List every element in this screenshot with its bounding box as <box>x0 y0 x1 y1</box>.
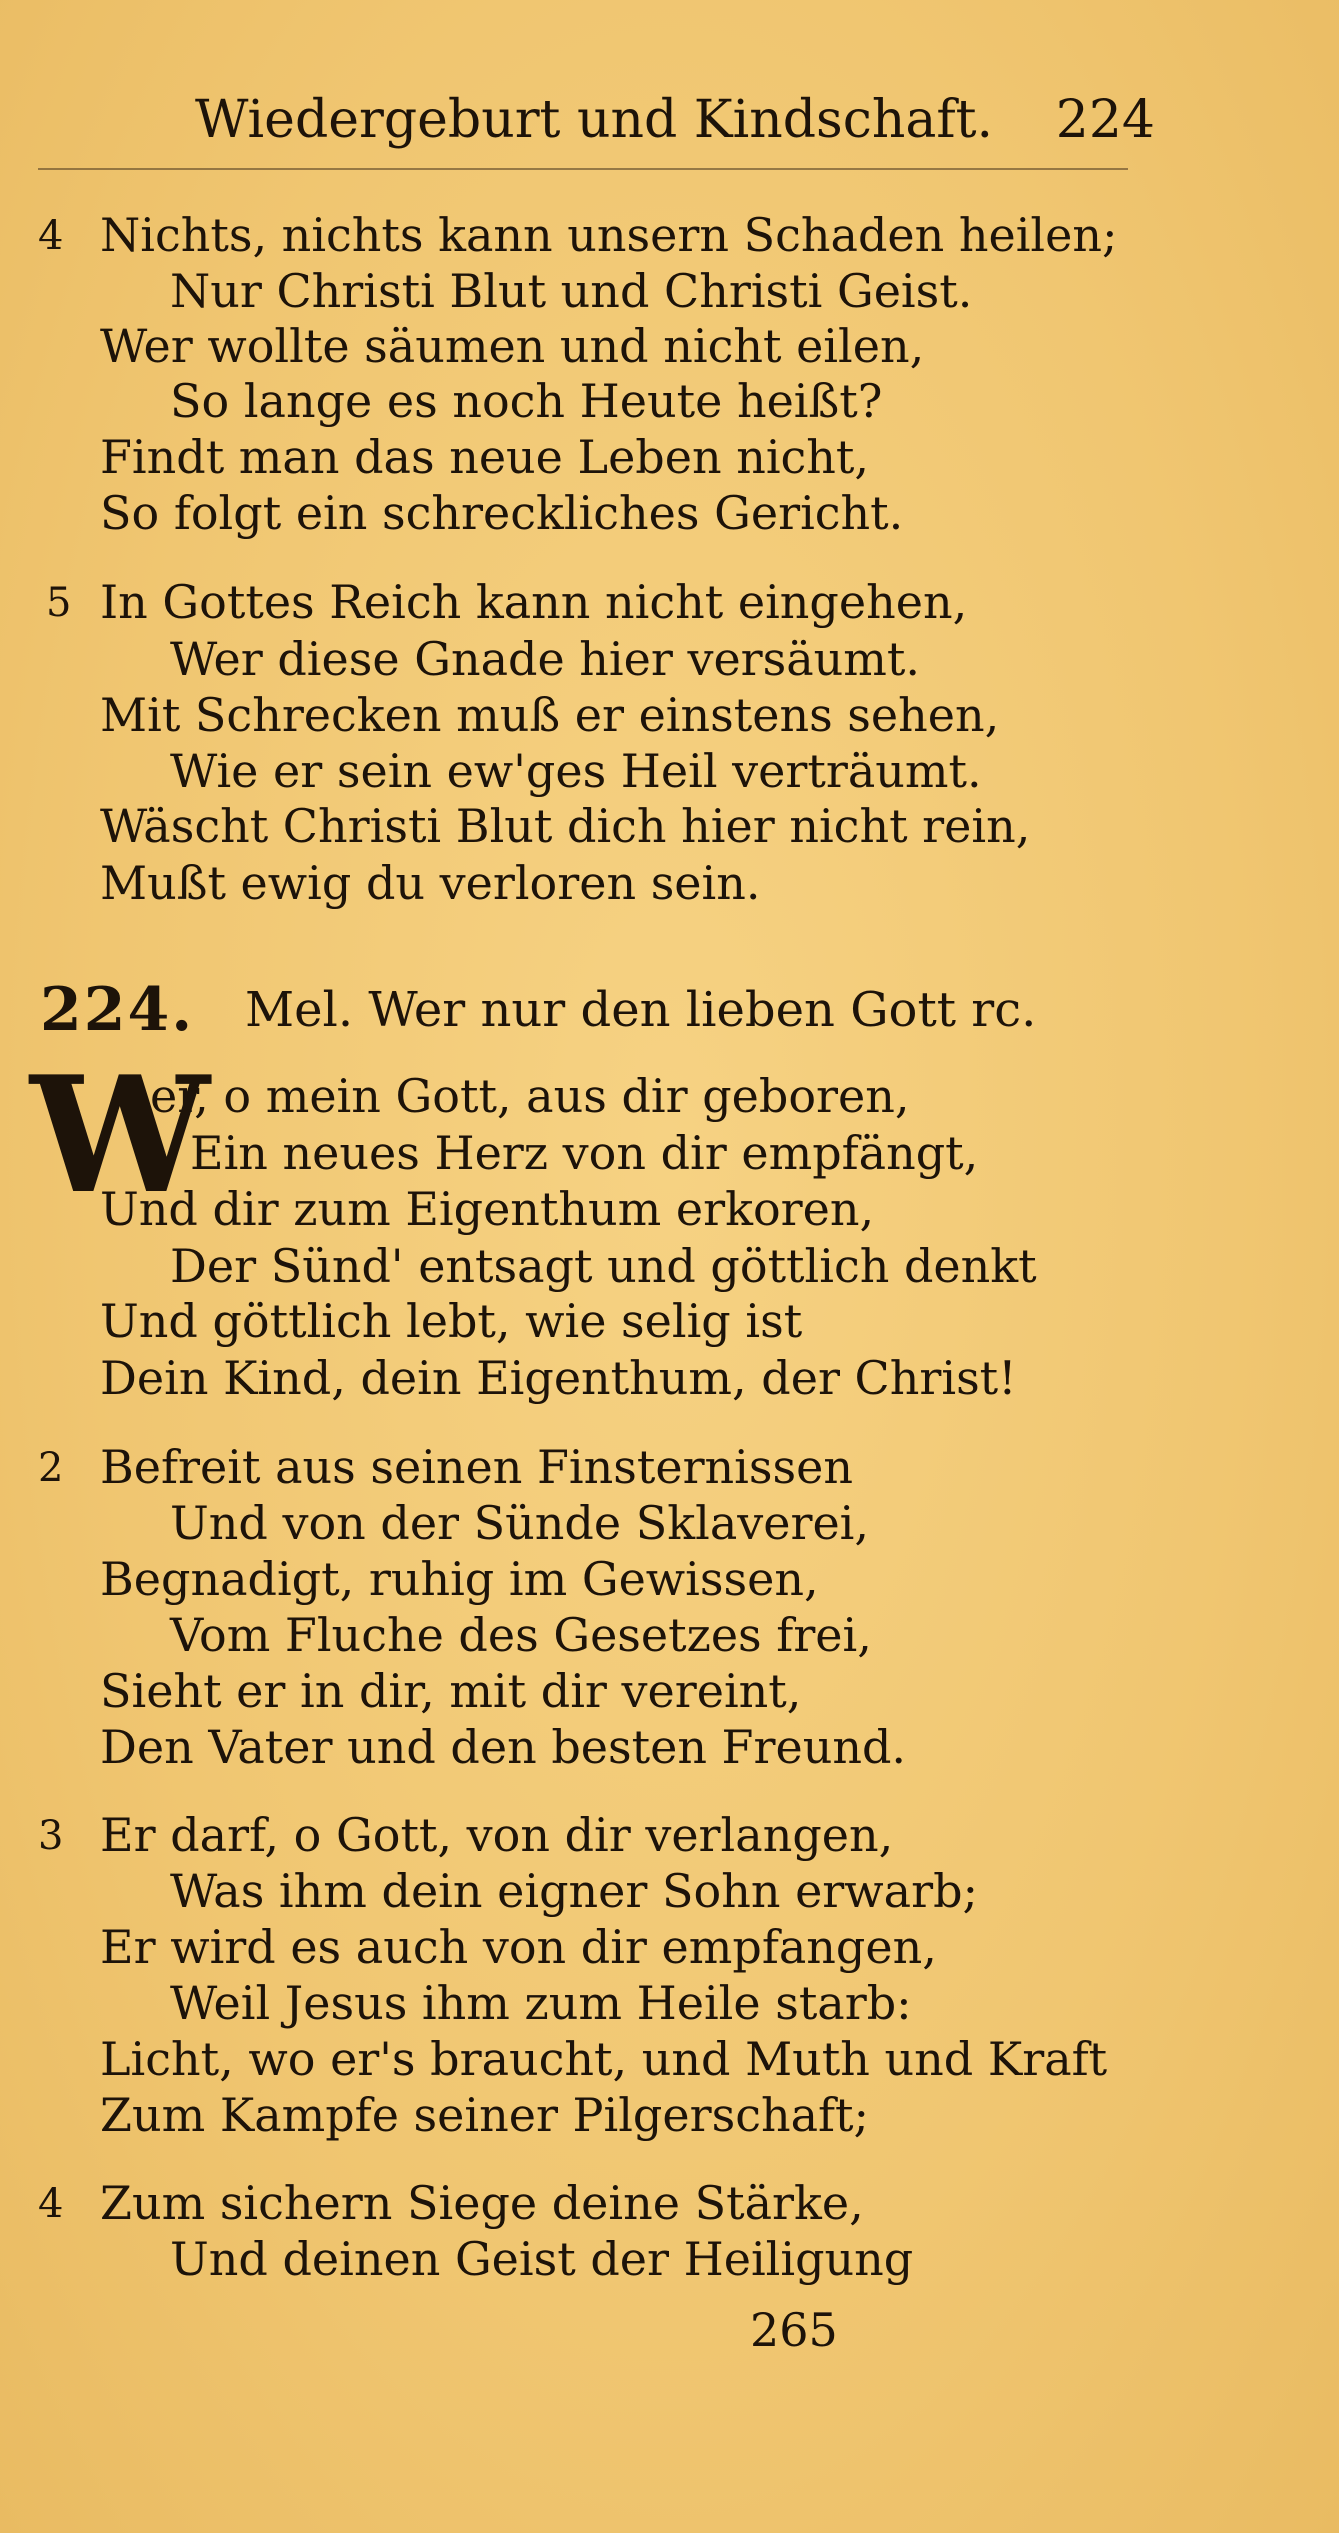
verse-line: Wer diese Gnade hier versäumt. <box>170 632 921 686</box>
drop-cap: W <box>30 1041 210 1229</box>
verse-line: Nur Christi Blut und Christi Geist. <box>170 264 973 318</box>
verse-number: 3 <box>38 1813 64 1859</box>
verse-line: Weil Jesus ihm zum Heile starb: <box>170 1976 912 2030</box>
verse-number: 5 <box>46 580 72 626</box>
running-header-hymn-number: 224 <box>1055 90 1155 150</box>
verse-number: 4 <box>38 2181 64 2227</box>
verse-line: Und von der Sünde Sklaverei, <box>170 1496 870 1550</box>
verse-line: Wer wollte säumen und nicht eilen, <box>100 319 925 373</box>
verse-line: Findt man das neue Leben nicht, <box>100 430 870 484</box>
header-rule <box>38 168 1128 170</box>
verse-line: Befreit aus seinen Finsternissen <box>100 1440 853 1494</box>
verse-line: Und göttlich lebt, wie selig ist <box>100 1294 803 1348</box>
verse-line: Ein neues Herz von dir empfängt, <box>190 1126 979 1180</box>
verse-line: Wäscht Christi Blut dich hier nicht rein, <box>100 799 1031 853</box>
running-header-title: Wiedergeburt und Kindschaft. <box>195 90 994 150</box>
verse-line: Zum sichern Siege deine Stärke, <box>100 2176 864 2230</box>
verse-line: Begnadigt, ruhig im Gewissen, <box>100 1552 819 1606</box>
verse-line: Der Sünd' entsagt und göttlich denkt <box>170 1239 1037 1293</box>
verse-line: Mußt ewig du verloren sein. <box>100 856 761 910</box>
verse-line: er, o mein Gott, aus dir geboren, <box>150 1069 910 1123</box>
verse-line: Was ihm dein eigner Sohn erwarb; <box>170 1864 979 1918</box>
running-header <box>195 90 1155 170</box>
verse-line: Mit Schrecken muß er einstens sehen, <box>100 688 1000 742</box>
verse-line: In Gottes Reich kann nicht eingehen, <box>100 575 968 629</box>
hymn-number: 224. <box>40 975 195 1045</box>
verse-line: Er wird es auch von dir empfangen, <box>100 1920 937 1974</box>
verse-number: 4 <box>38 213 64 259</box>
verse-line: Er darf, o Gott, von dir verlangen, <box>100 1808 894 1862</box>
verse-line: Dein Kind, dein Eigenthum, der Christ! <box>100 1351 1017 1405</box>
verse-line: So lange es noch Heute heißt? <box>170 374 883 428</box>
verse-line: Wie er sein ew'ges Heil verträumt. <box>170 744 982 798</box>
verse-line: Sieht er in dir, mit dir vereint, <box>100 1664 802 1718</box>
verse-line: Und dir zum Eigenthum erkoren, <box>100 1182 875 1236</box>
melody-indication: Mel. Wer nur den lieben Gott rc. <box>245 982 1037 1038</box>
verse-line: Zum Kampfe seiner Pilgerschaft; <box>100 2088 870 2142</box>
verse-line: So folgt ein schreckliches Gericht. <box>100 486 904 540</box>
verse-line: Den Vater und den besten Freund. <box>100 1720 907 1774</box>
page-number: 265 <box>750 2303 838 2357</box>
verse-line: Nichts, nichts kann unsern Schaden heilen; <box>100 208 1118 262</box>
verse-line: Licht, wo er's braucht, und Muth und Kraft <box>100 2032 1108 2086</box>
verse-line: Vom Fluche des Gesetzes frei, <box>170 1608 872 1662</box>
verse-number: 2 <box>38 1445 64 1491</box>
verse-line: Und deinen Geist der Heiligung <box>170 2232 914 2286</box>
